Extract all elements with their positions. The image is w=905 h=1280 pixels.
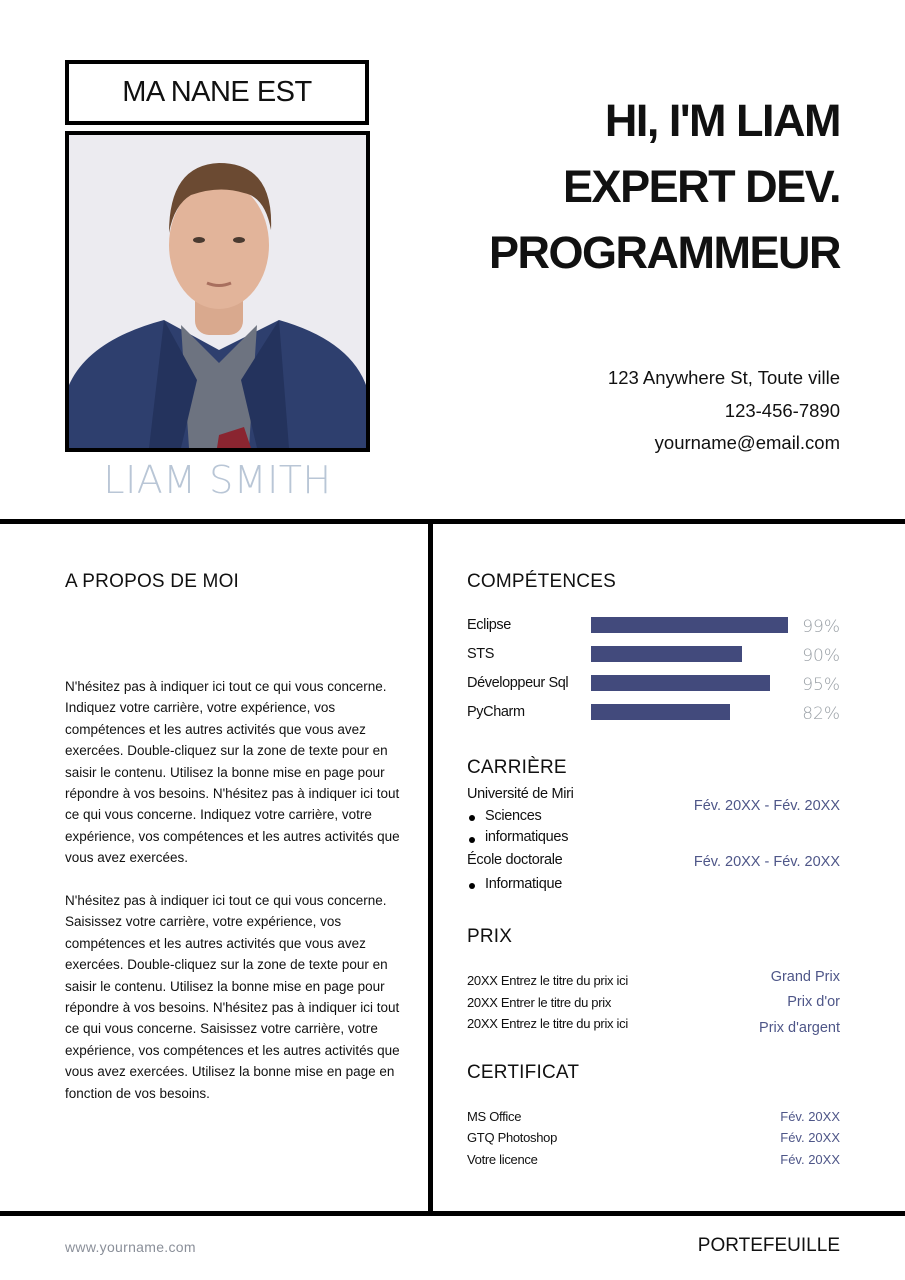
portfolio-label: PORTEFEUILLE — [697, 1235, 840, 1256]
career-institution: Université de Miri — [467, 786, 574, 802]
skill-track — [591, 675, 790, 691]
prize-row — [467, 969, 840, 994]
prize-row — [467, 995, 840, 1016]
prize-award: Grand Prix — [770, 969, 840, 985]
career-bullet: Informatique — [467, 876, 840, 892]
profile-photo — [65, 131, 370, 452]
career-institution: École doctorale — [467, 852, 563, 868]
skill-track — [591, 617, 790, 633]
prize-award: Prix d'argent — [759, 1020, 840, 1036]
headline-line-3: PROGRAMMEUR — [489, 227, 840, 278]
skill-bar — [591, 675, 770, 691]
skill-row — [467, 646, 840, 668]
about-paragraph-2: N'hésitez pas à indiquer ici tout ce qui vous concerne. Saisissez votre carrière, votre expérience, vos compétences et les autres activités que vous avez exercées. Double-cliquez sur la zone de texte pour en saisir le contenu. Utilisez la bonne mise en page pour répondre à vos besoins. N'hésitez pas à indiquer ici tout ce qui vous concerne. Saisissez votre carrière, votre expérience, vos compétences et les autres activités que vous avez exercées. Utilisez la bonne mise en page en fonction de vos besoins. — [65, 893, 400, 1101]
certificate-date: Fév. 20XX — [780, 1109, 840, 1124]
portrait-image — [69, 135, 366, 448]
prizes-title: PRIX — [467, 926, 513, 947]
skill-name: PyCharm — [467, 704, 525, 720]
career-bullet: Sciences — [467, 808, 840, 824]
skill-bar — [591, 704, 730, 720]
skill-percent: 99% — [802, 617, 840, 637]
skill-name: Développeur Sql — [467, 675, 569, 691]
career-date: Fév. 20XX - Fév. 20XX — [693, 854, 840, 870]
certificate-name: GTQ Photoshop — [467, 1130, 558, 1145]
prize-title: 20XX Entrez le titre du prix ici — [467, 1016, 628, 1031]
career-entry — [467, 786, 840, 844]
skill-row — [467, 675, 840, 697]
contact-phone: 123-456-7890 — [724, 399, 840, 421]
career-title: CARRIÈRE — [467, 757, 567, 778]
headline — [420, 88, 840, 286]
skill-bar — [591, 646, 742, 662]
skill-name: STS — [467, 646, 494, 662]
skill-bar — [591, 617, 788, 633]
career-date: Fév. 20XX - Fév. 20XX — [693, 798, 840, 814]
about-paragraph-1: N'hésitez pas à indiquer ici tout ce qui vous concerne. Indiquez votre carrière, votre expérience, vos compétences et les autres activités que vous avez exercées. Double-cliquez sur la zone de texte pour en saisir le contenu. Utilisez la bonne mise en page pour répondre à vos besoins. N'hésitez pas à indiquer ici tout ce qui vous concerne. Indiquez votre carrière, votre expérience, vos compétences et les autres activités que vous avez exercées. — [65, 679, 400, 866]
divider-bottom — [0, 1211, 905, 1216]
contact-email: yourname@email.com — [654, 432, 840, 453]
skill-percent: 95% — [802, 675, 840, 695]
certificate-date: Fév. 20XX — [780, 1130, 840, 1145]
headline-line-1: HI, I'M LIAM — [604, 95, 840, 146]
certificate-row — [467, 1130, 840, 1151]
prize-title: 20XX Entrer le titre du prix — [467, 995, 612, 1010]
website-link[interactable]: www.yourname.com — [65, 1239, 196, 1255]
certificate-name: Votre licence — [467, 1152, 538, 1167]
divider-vertical — [428, 524, 433, 1212]
display-name: LIAM SMITH — [103, 458, 332, 502]
career-entry — [467, 852, 840, 892]
name-box-label: MA NANE EST — [122, 76, 312, 108]
headline-line-2: EXPERT DEV. — [563, 161, 840, 212]
contact-info — [608, 362, 840, 460]
certificate-row — [467, 1109, 840, 1130]
skills-title: COMPÉTENCES — [467, 571, 616, 592]
skill-name: Eclipse — [467, 617, 511, 633]
certificate-row — [467, 1152, 840, 1173]
skill-track — [591, 704, 790, 720]
career-bullet: informatiques — [467, 830, 840, 844]
skill-percent: 90% — [802, 646, 840, 666]
divider-top — [0, 519, 905, 524]
contact-address: 123 Anywhere St, Toute ville — [607, 367, 840, 388]
certificate-name: MS Office — [467, 1109, 522, 1124]
skill-row — [467, 704, 840, 726]
skill-percent: 82% — [802, 704, 840, 724]
certificates-title: CERTIFICAT — [467, 1062, 580, 1083]
about-title: A PROPOS DE MOI — [65, 571, 240, 592]
prize-award: Prix d'or — [787, 994, 840, 1010]
skill-track — [591, 646, 790, 662]
certificate-date: Fév. 20XX — [780, 1152, 840, 1167]
prize-row — [467, 1016, 840, 1037]
name-box — [65, 60, 369, 125]
skill-row — [467, 617, 840, 639]
prize-title: 20XX Entrez le titre du prix ici — [467, 973, 628, 988]
